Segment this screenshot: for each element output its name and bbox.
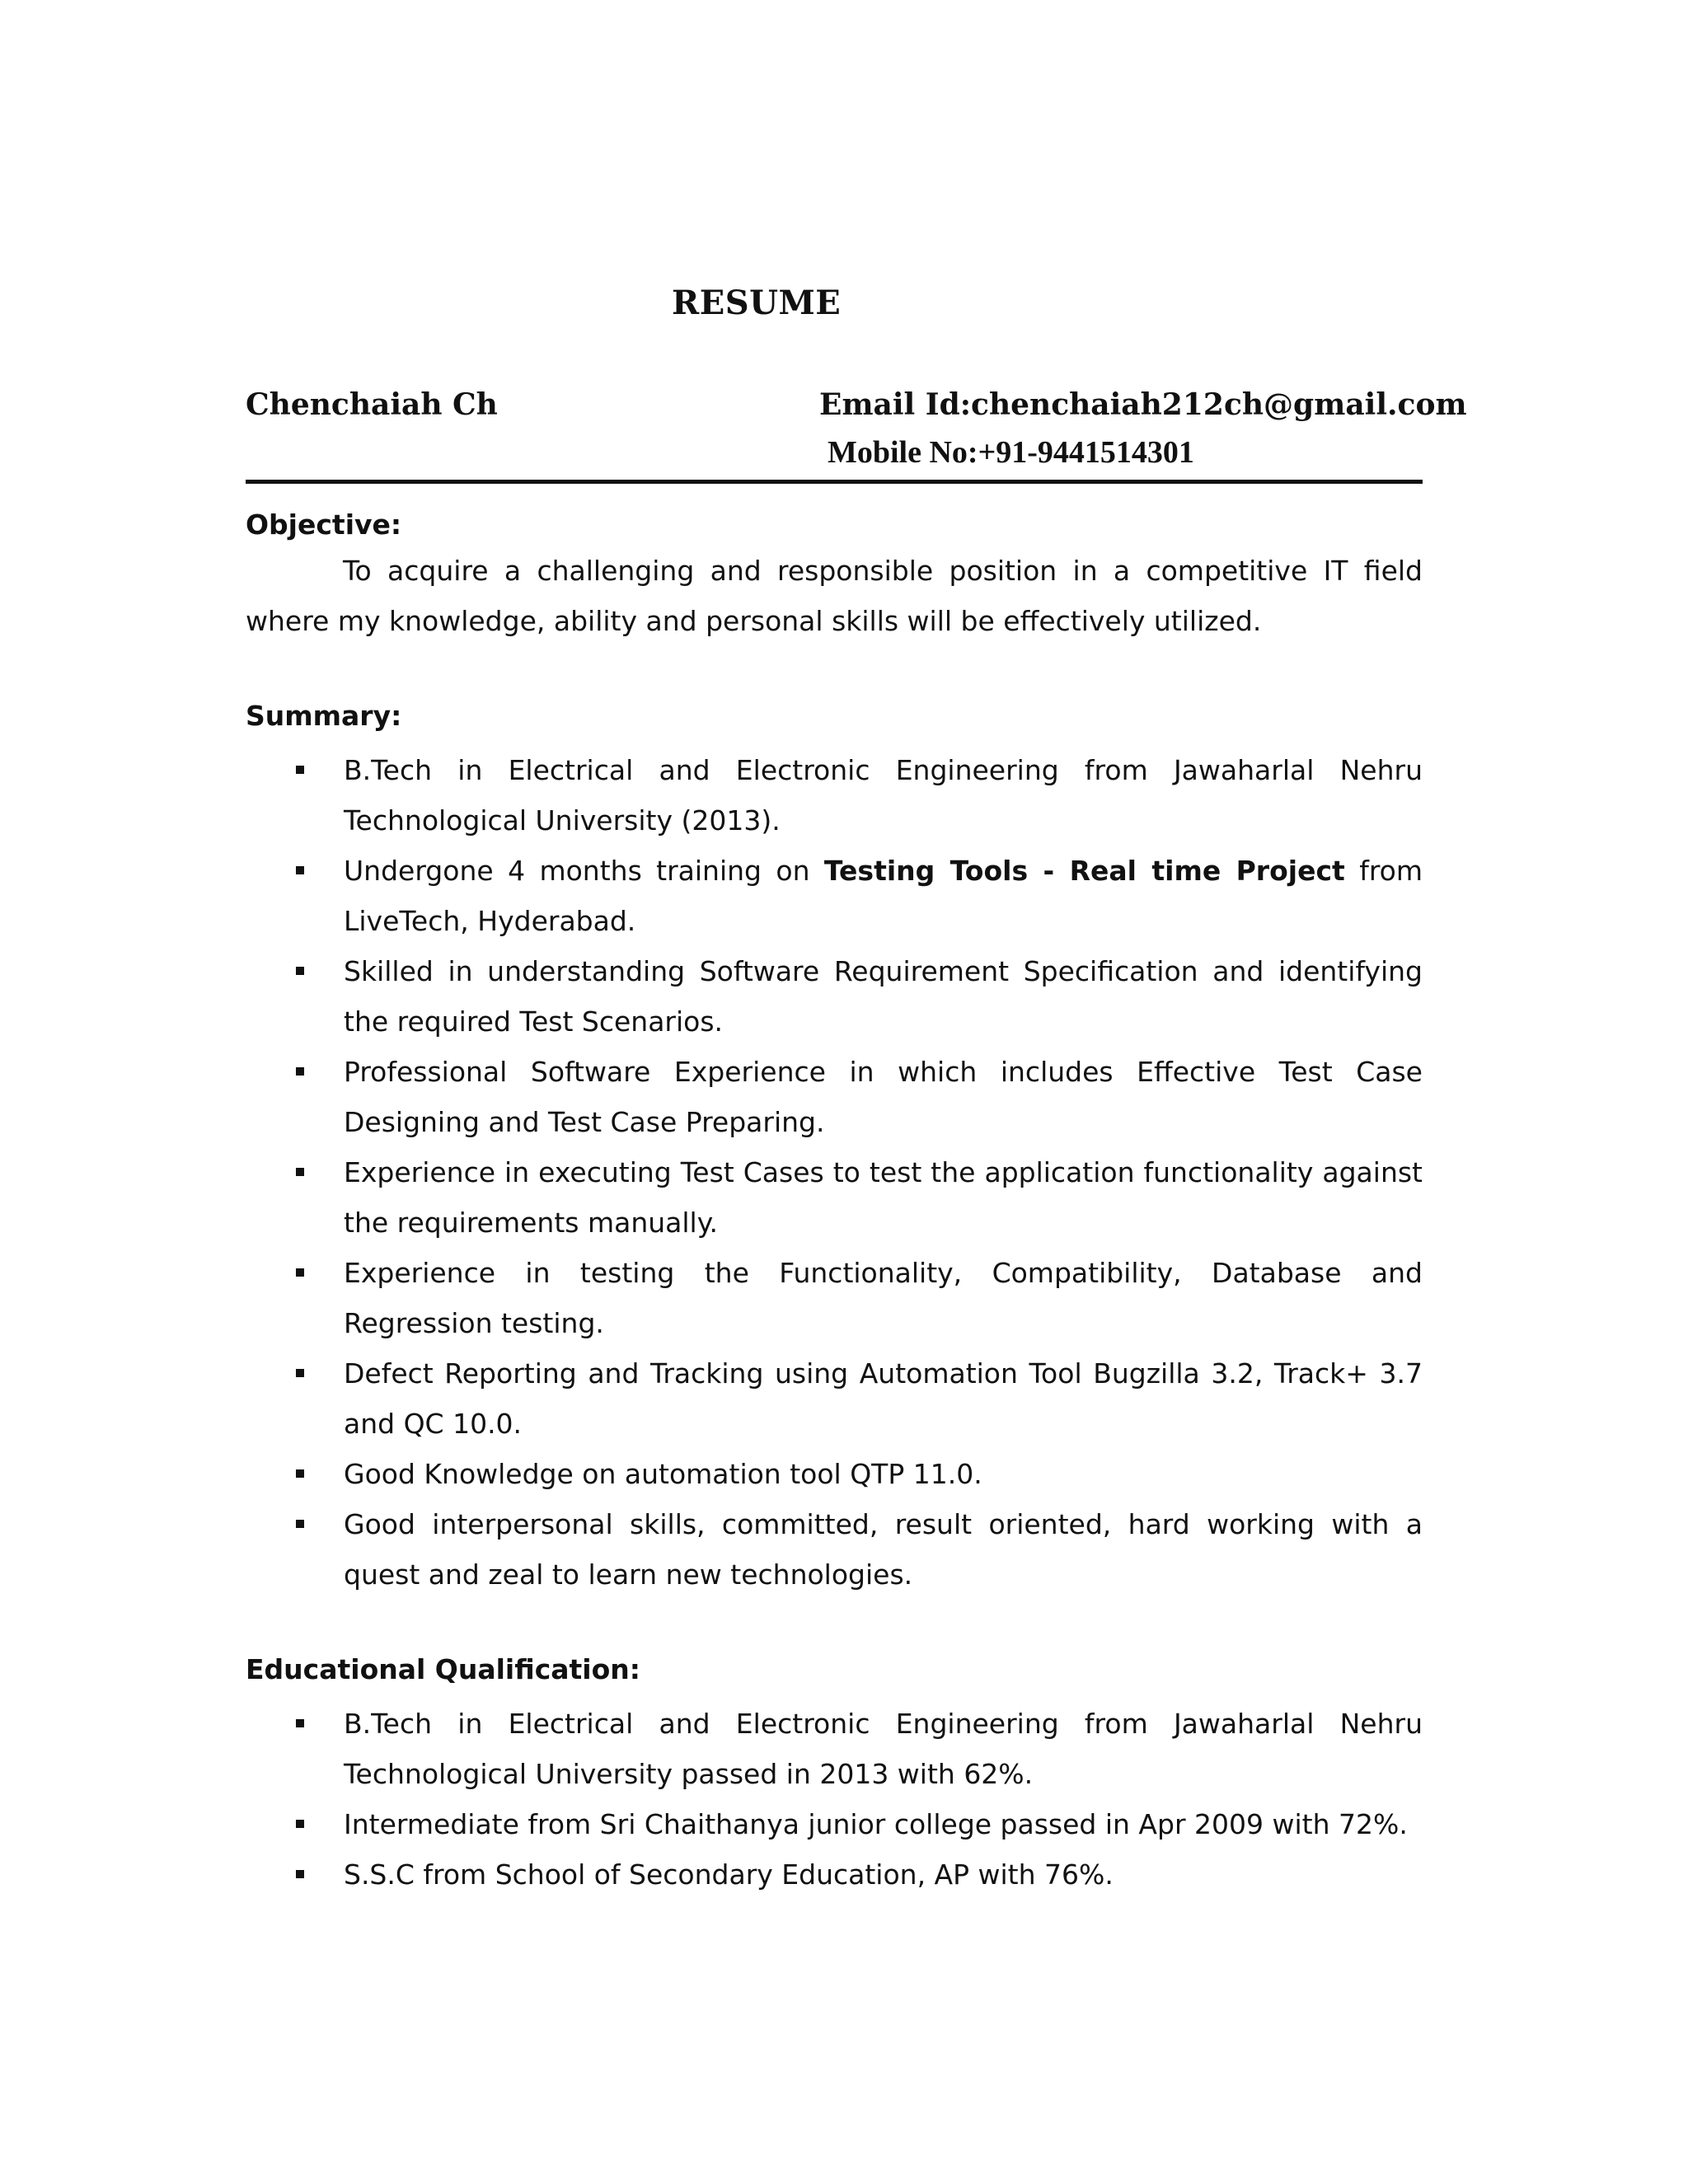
- candidate-name: Chenchaiah Ch: [246, 387, 498, 422]
- email-address: Email Id:chenchaiah212ch@gmail.com: [819, 387, 1467, 422]
- bullet-icon: [296, 967, 304, 975]
- bullet-icon: [296, 1870, 304, 1878]
- summary-item: Skilled in understanding Software Requirement Specification and identifying the required Test Scenarios.: [246, 946, 1423, 1047]
- bullet-icon: [296, 1268, 304, 1277]
- objective-section: [246, 504, 1423, 646]
- objective-heading: Objective:: [246, 509, 402, 541]
- summary-item: Experience in executing Test Cases to test the application functionality against the requirements manually.: [246, 1147, 1423, 1248]
- resume-body: [246, 504, 1423, 1949]
- summary-item: Good interpersonal skills, committed, result oriented, hard working with a quest and zeal to learn new technologies.: [246, 1499, 1423, 1600]
- education-section: [246, 1649, 1423, 1900]
- summary-list: [246, 745, 1423, 1600]
- education-list: [246, 1699, 1423, 1900]
- summary-item: Defect Reporting and Tracking using Automation Tool Bugzilla 3.2, Track+ 3.7 and QC 10.0.: [246, 1348, 1423, 1449]
- bullet-icon: [296, 1469, 304, 1478]
- education-item: S.S.C from School of Secondary Education, AP with 76%.: [246, 1849, 1423, 1900]
- education-item: B.Tech in Electrical and Electronic Engineering from Jawaharlal Nehru Technological University passed in 2013 with 62%.: [246, 1699, 1423, 1799]
- mobile-number: Mobile No:+91-9441514301: [828, 435, 1194, 470]
- bullet-icon: [296, 1067, 304, 1076]
- education-heading: Educational Qualification:: [246, 1653, 640, 1685]
- summary-item: B.Tech in Electrical and Electronic Engineering from Jawaharlal Nehru Technological University (2013).: [246, 745, 1423, 846]
- training-highlight: Testing Tools - Real time Project: [823, 855, 1345, 887]
- objective-text: To acquire a challenging and responsible position in a competitive IT field where my knowledge, ability and personal skills will be effectively utilized.: [246, 555, 1423, 637]
- header-divider: [246, 480, 1423, 484]
- bullet-icon: [296, 1719, 304, 1727]
- summary-heading: Summary:: [246, 700, 402, 732]
- summary-item: Good Knowledge on automation tool QTP 11.0.: [246, 1449, 1423, 1499]
- bullet-icon: [296, 1520, 304, 1528]
- page-title: RESUME: [672, 284, 842, 322]
- summary-item: Undergone 4 months training on Testing Tools - Real time Project from LiveTech, Hyderabad.: [246, 846, 1423, 946]
- education-item: Intermediate from Sri Chaithanya junior college passed in Apr 2009 with 72%.: [246, 1799, 1423, 1849]
- bullet-icon: [296, 1369, 304, 1377]
- bullet-icon: [296, 866, 304, 874]
- bullet-icon: [296, 1168, 304, 1176]
- bullet-icon: [296, 1820, 304, 1828]
- summary-section: [246, 696, 1423, 1600]
- summary-item: Professional Software Experience in which includes Effective Test Case Designing and Test Case Preparing.: [246, 1047, 1423, 1147]
- summary-item: Experience in testing the Functionality, Compatibility, Database and Regression testing.: [246, 1248, 1423, 1348]
- bullet-icon: [296, 766, 304, 774]
